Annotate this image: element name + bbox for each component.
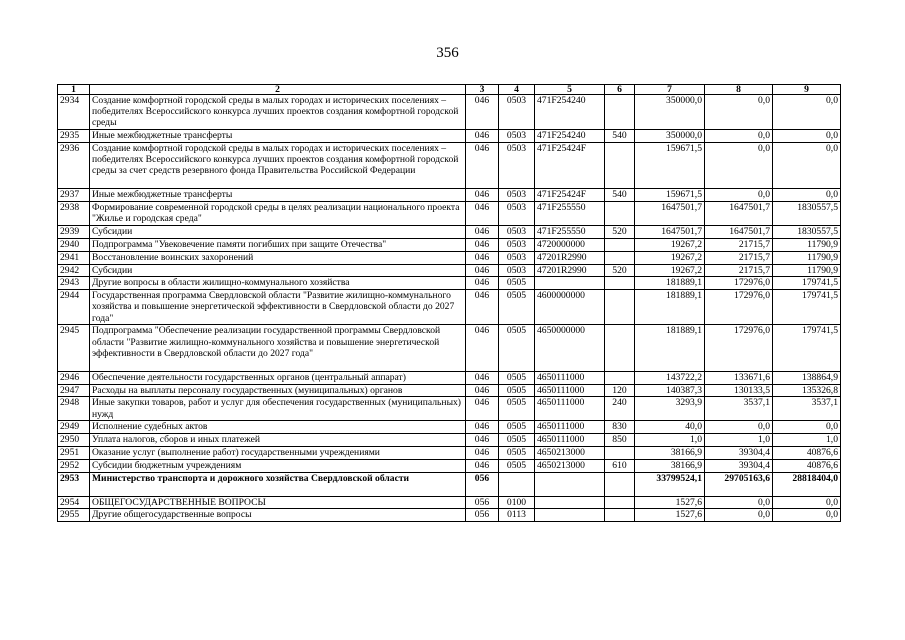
expense-type-cell — [605, 251, 635, 264]
amount-col7-cell: 181889,1 — [635, 325, 705, 371]
amount-col9-cell: 11790,9 — [773, 238, 841, 251]
column-header: 8 — [705, 85, 773, 95]
row-number-cell: 2939 — [58, 226, 90, 239]
amount-col7-cell: 3293,9 — [635, 397, 705, 421]
column-header: 7 — [635, 85, 705, 95]
row-name-cell: Подпрограмма "Увековечение памяти погибших при защите Отечества" — [90, 238, 466, 251]
amount-col7-cell: 159671,5 — [635, 142, 705, 188]
expense-type-cell — [605, 509, 635, 522]
section-code-cell: 0100 — [499, 496, 535, 509]
row-number-cell: 2954 — [58, 496, 90, 509]
amount-col8-cell: 130133,5 — [705, 384, 773, 397]
section-code-cell — [499, 472, 535, 496]
table-row — [58, 189, 841, 202]
target-code-cell: 47201R2990 — [535, 264, 605, 277]
amount-col7-cell: 33799524,1 — [635, 472, 705, 496]
amount-col7-cell: 19267,2 — [635, 238, 705, 251]
page-number: 356 — [436, 45, 459, 61]
target-code-cell — [535, 472, 605, 496]
expense-type-cell: 610 — [605, 459, 635, 472]
amount-col9-cell: 40876,6 — [773, 446, 841, 459]
ministry-code-cell: 046 — [466, 202, 499, 226]
amount-col7-cell: 19267,2 — [635, 251, 705, 264]
ministry-code-cell: 056 — [466, 472, 499, 496]
row-number-cell: 2942 — [58, 264, 90, 277]
target-code-cell: 4650000000 — [535, 325, 605, 371]
table-row — [58, 226, 841, 239]
amount-col9-cell: 3537,1 — [773, 397, 841, 421]
row-number-cell: 2940 — [58, 238, 90, 251]
expense-type-cell: 850 — [605, 434, 635, 447]
expense-type-cell — [605, 472, 635, 496]
target-code-cell: 471F255550 — [535, 226, 605, 239]
amount-col9-cell: 179741,5 — [773, 325, 841, 371]
row-name-cell: ОБЩЕГОСУДАРСТВЕННЫЕ ВОПРОСЫ — [90, 496, 466, 509]
table-row — [58, 459, 841, 472]
amount-col8-cell: 0,0 — [705, 142, 773, 188]
section-code-cell: 0503 — [499, 251, 535, 264]
expense-type-cell — [605, 290, 635, 325]
row-number-cell: 2949 — [58, 421, 90, 434]
row-number-cell: 2944 — [58, 290, 90, 325]
row-name-cell: Субсидии бюджетным учреждениям — [90, 459, 466, 472]
row-name-cell: Обеспечение деятельности государственных органов (центральный аппарат) — [90, 371, 466, 384]
amount-col8-cell: 1,0 — [705, 434, 773, 447]
expense-type-cell — [605, 202, 635, 226]
amount-col9-cell: 0,0 — [773, 496, 841, 509]
section-code-cell: 0505 — [499, 290, 535, 325]
row-name-cell: Расходы на выплаты персоналу государственных (муниципальных) органов — [90, 384, 466, 397]
row-number-cell: 2947 — [58, 384, 90, 397]
row-name-cell: Государственная программа Свердловской области "Развитие жилищно-коммунального хозяйства и повышение энергетической эффективности в Свердловской области до 2027 года" — [90, 290, 466, 325]
ministry-code-cell: 046 — [466, 397, 499, 421]
ministry-code-cell: 046 — [466, 459, 499, 472]
ministry-code-cell: 046 — [466, 226, 499, 239]
section-code-cell: 0505 — [499, 325, 535, 371]
row-name-cell: Формирование современной городской среды в целях реализации национального проекта "Жилье и городская среда" — [90, 202, 466, 226]
ministry-code-cell: 046 — [466, 371, 499, 384]
amount-col8-cell: 0,0 — [705, 496, 773, 509]
budget-table — [57, 84, 841, 522]
amount-col7-cell: 40,0 — [635, 421, 705, 434]
table-row — [58, 325, 841, 371]
amount-col8-cell: 0,0 — [705, 509, 773, 522]
table-row — [58, 238, 841, 251]
row-name-cell: Другие общегосударственные вопросы — [90, 509, 466, 522]
target-code-cell: 4650111000 — [535, 371, 605, 384]
expense-type-cell: 120 — [605, 384, 635, 397]
table-row — [58, 95, 841, 130]
target-code-cell: 4720000000 — [535, 238, 605, 251]
expense-type-cell: 540 — [605, 189, 635, 202]
row-name-cell: Оказание услуг (выполнение работ) государственными учреждениями — [90, 446, 466, 459]
amount-col8-cell: 21715,7 — [705, 251, 773, 264]
amount-col8-cell: 172976,0 — [705, 325, 773, 371]
amount-col9-cell: 0,0 — [773, 421, 841, 434]
amount-col9-cell: 11790,9 — [773, 251, 841, 264]
amount-col9-cell: 0,0 — [773, 95, 841, 130]
expense-type-cell: 830 — [605, 421, 635, 434]
ministry-code-cell: 046 — [466, 130, 499, 143]
amount-col7-cell: 350000,0 — [635, 130, 705, 143]
target-code-cell — [535, 496, 605, 509]
target-code-cell: 4650111000 — [535, 397, 605, 421]
expense-type-cell — [605, 496, 635, 509]
target-code-cell: 4650213000 — [535, 459, 605, 472]
amount-col7-cell: 140387,3 — [635, 384, 705, 397]
target-code-cell: 471F25424F — [535, 189, 605, 202]
row-name-cell: Подпрограмма "Обеспечение реализации государственной программы Свердловской области "Развитие жилищно-коммунального хозяйства и повышение энергетической эффективности в Свердловской области до 2027 года" — [90, 325, 466, 371]
ministry-code-cell: 056 — [466, 496, 499, 509]
ministry-code-cell: 046 — [466, 238, 499, 251]
amount-col7-cell: 143722,2 — [635, 371, 705, 384]
amount-col8-cell: 172976,0 — [705, 290, 773, 325]
ministry-code-cell: 046 — [466, 264, 499, 277]
row-name-cell: Уплата налогов, сборов и иных платежей — [90, 434, 466, 447]
ministry-code-cell: 046 — [466, 446, 499, 459]
amount-col7-cell: 1,0 — [635, 434, 705, 447]
ministry-code-cell: 046 — [466, 325, 499, 371]
amount-col8-cell: 1647501,7 — [705, 226, 773, 239]
target-code-cell: 4650111000 — [535, 384, 605, 397]
table-row — [58, 509, 841, 522]
table-row — [58, 421, 841, 434]
row-number-cell: 2945 — [58, 325, 90, 371]
ministry-code-cell: 046 — [466, 277, 499, 290]
expense-type-cell: 540 — [605, 130, 635, 143]
ministry-code-cell: 046 — [466, 95, 499, 130]
expense-type-cell — [605, 238, 635, 251]
row-number-cell: 2948 — [58, 397, 90, 421]
table-row — [58, 434, 841, 447]
amount-col8-cell: 39304,4 — [705, 459, 773, 472]
target-code-cell: 4650213000 — [535, 446, 605, 459]
amount-col9-cell: 40876,6 — [773, 459, 841, 472]
amount-col8-cell: 0,0 — [705, 130, 773, 143]
row-number-cell: 2943 — [58, 277, 90, 290]
row-name-cell: Восстановление воинских захоронений — [90, 251, 466, 264]
row-number-cell: 2953 — [58, 472, 90, 496]
expense-type-cell — [605, 371, 635, 384]
ministry-code-cell: 046 — [466, 142, 499, 188]
amount-col8-cell: 39304,4 — [705, 446, 773, 459]
section-code-cell: 0505 — [499, 384, 535, 397]
row-name-cell: Министерство транспорта и дорожного хозяйства Свердловской области — [90, 472, 466, 496]
section-code-cell: 0503 — [499, 130, 535, 143]
amount-col8-cell: 172976,0 — [705, 277, 773, 290]
row-number-cell: 2941 — [58, 251, 90, 264]
row-name-cell: Создание комфортной городской среды в малых городах и исторических поселениях – победителях Всероссийского конкурса лучших проектов создания комфортной городской среды — [90, 95, 466, 130]
column-header: 6 — [605, 85, 635, 95]
row-name-cell: Иные межбюджетные трансферты — [90, 189, 466, 202]
section-code-cell: 0505 — [499, 459, 535, 472]
table-row — [58, 277, 841, 290]
amount-col9-cell: 179741,5 — [773, 277, 841, 290]
ministry-code-cell: 046 — [466, 290, 499, 325]
row-number-cell: 2955 — [58, 509, 90, 522]
section-code-cell: 0503 — [499, 142, 535, 188]
ministry-code-cell: 046 — [466, 434, 499, 447]
amount-col8-cell: 1647501,7 — [705, 202, 773, 226]
expense-type-cell — [605, 142, 635, 188]
expense-type-cell: 240 — [605, 397, 635, 421]
ministry-code-cell: 046 — [466, 189, 499, 202]
row-number-cell: 2937 — [58, 189, 90, 202]
row-number-cell: 2952 — [58, 459, 90, 472]
expense-type-cell — [605, 446, 635, 459]
amount-col9-cell: 1830557,5 — [773, 226, 841, 239]
expense-type-cell — [605, 325, 635, 371]
table-row — [58, 397, 841, 421]
amount-col9-cell: 28818404,0 — [773, 472, 841, 496]
target-code-cell: 47201R2990 — [535, 251, 605, 264]
amount-col8-cell: 21715,7 — [705, 238, 773, 251]
amount-col9-cell: 138864,9 — [773, 371, 841, 384]
column-header: 1 — [58, 85, 90, 95]
column-header: 9 — [773, 85, 841, 95]
amount-col8-cell: 29705163,6 — [705, 472, 773, 496]
table-row — [58, 496, 841, 509]
table-row — [58, 142, 841, 188]
section-code-cell: 0505 — [499, 434, 535, 447]
expense-type-cell — [605, 277, 635, 290]
row-number-cell: 2935 — [58, 130, 90, 143]
amount-col8-cell: 3537,1 — [705, 397, 773, 421]
column-header: 4 — [499, 85, 535, 95]
section-code-cell: 0503 — [499, 264, 535, 277]
row-number-cell: 2938 — [58, 202, 90, 226]
section-code-cell: 0505 — [499, 397, 535, 421]
row-number-cell: 2950 — [58, 434, 90, 447]
amount-col8-cell: 0,0 — [705, 421, 773, 434]
table-row — [58, 202, 841, 226]
section-code-cell: 0503 — [499, 95, 535, 130]
amount-col9-cell: 0,0 — [773, 130, 841, 143]
amount-col7-cell: 181889,1 — [635, 290, 705, 325]
table-row — [58, 446, 841, 459]
target-code-cell — [535, 509, 605, 522]
table-row — [58, 384, 841, 397]
section-code-cell: 0505 — [499, 446, 535, 459]
amount-col7-cell: 38166,9 — [635, 459, 705, 472]
target-code-cell: 471F254240 — [535, 130, 605, 143]
ministry-code-cell: 056 — [466, 509, 499, 522]
header-row — [58, 85, 841, 95]
column-header: 3 — [466, 85, 499, 95]
row-number-cell: 2934 — [58, 95, 90, 130]
amount-col9-cell: 1,0 — [773, 434, 841, 447]
target-code-cell — [535, 277, 605, 290]
expense-type-cell — [605, 95, 635, 130]
amount-col9-cell: 0,0 — [773, 189, 841, 202]
row-number-cell: 2951 — [58, 446, 90, 459]
amount-col7-cell: 1647501,7 — [635, 226, 705, 239]
row-name-cell: Другие вопросы в области жилищно-коммунального хозяйства — [90, 277, 466, 290]
section-code-cell: 0503 — [499, 238, 535, 251]
amount-col7-cell: 159671,5 — [635, 189, 705, 202]
amount-col7-cell: 19267,2 — [635, 264, 705, 277]
amount-col9-cell: 11790,9 — [773, 264, 841, 277]
amount-col9-cell: 135326,8 — [773, 384, 841, 397]
target-code-cell: 4650111000 — [535, 434, 605, 447]
amount-col8-cell: 0,0 — [705, 95, 773, 130]
row-name-cell: Создание комфортной городской среды в малых городах и исторических поселениях – победителях Всероссийского конкурса лучших проектов создания комфортной городской среды за счет средств резервного фонда Правительства Российской Федерации — [90, 142, 466, 188]
section-code-cell: 0503 — [499, 202, 535, 226]
ministry-code-cell: 046 — [466, 251, 499, 264]
amount-col7-cell: 1527,6 — [635, 496, 705, 509]
table-row — [58, 290, 841, 325]
ministry-code-cell: 046 — [466, 421, 499, 434]
amount-col8-cell: 0,0 — [705, 189, 773, 202]
row-name-cell: Субсидии — [90, 264, 466, 277]
row-number-cell: 2936 — [58, 142, 90, 188]
amount-col8-cell: 21715,7 — [705, 264, 773, 277]
target-code-cell: 4650111000 — [535, 421, 605, 434]
amount-col7-cell: 38166,9 — [635, 446, 705, 459]
target-code-cell: 471F25424F — [535, 142, 605, 188]
row-name-cell: Иные закупки товаров, работ и услуг для обеспечения государственных (муниципальных) нужд — [90, 397, 466, 421]
table-row — [58, 130, 841, 143]
amount-col9-cell: 1830557,5 — [773, 202, 841, 226]
amount-col7-cell: 181889,1 — [635, 277, 705, 290]
target-code-cell: 4600000000 — [535, 290, 605, 325]
table-row — [58, 472, 841, 496]
column-header: 2 — [90, 85, 466, 95]
amount-col7-cell: 1647501,7 — [635, 202, 705, 226]
section-code-cell: 0505 — [499, 277, 535, 290]
section-code-cell: 0113 — [499, 509, 535, 522]
row-name-cell: Субсидии — [90, 226, 466, 239]
table-row — [58, 371, 841, 384]
row-name-cell: Исполнение судебных актов — [90, 421, 466, 434]
amount-col8-cell: 133671,6 — [705, 371, 773, 384]
column-header: 5 — [535, 85, 605, 95]
amount-col9-cell: 0,0 — [773, 142, 841, 188]
table-row — [58, 251, 841, 264]
section-code-cell: 0503 — [499, 226, 535, 239]
section-code-cell: 0505 — [499, 421, 535, 434]
target-code-cell: 471F255550 — [535, 202, 605, 226]
row-number-cell: 2946 — [58, 371, 90, 384]
expense-type-cell: 520 — [605, 226, 635, 239]
section-code-cell: 0503 — [499, 189, 535, 202]
table-row — [58, 264, 841, 277]
amount-col9-cell: 179741,5 — [773, 290, 841, 325]
amount-col9-cell: 0,0 — [773, 509, 841, 522]
amount-col7-cell: 350000,0 — [635, 95, 705, 130]
amount-col7-cell: 1527,6 — [635, 509, 705, 522]
row-name-cell: Иные межбюджетные трансферты — [90, 130, 466, 143]
ministry-code-cell: 046 — [466, 384, 499, 397]
expense-type-cell: 520 — [605, 264, 635, 277]
target-code-cell: 471F254240 — [535, 95, 605, 130]
section-code-cell: 0505 — [499, 371, 535, 384]
